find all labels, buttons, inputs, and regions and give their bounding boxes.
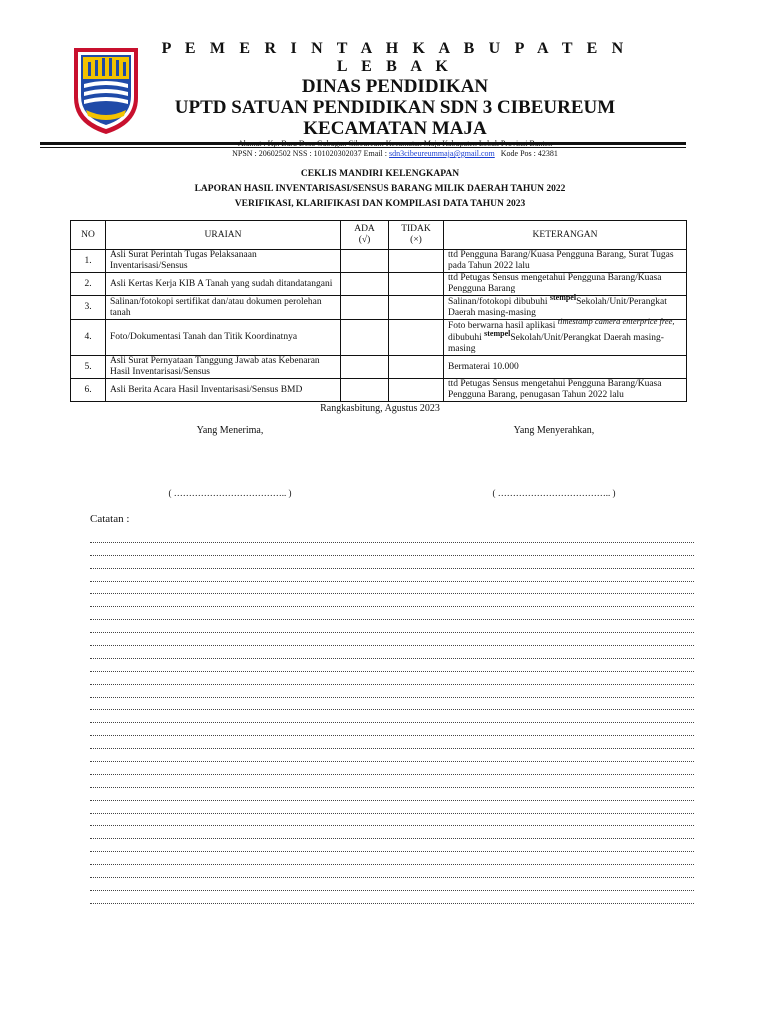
row-keterangan: ttd Petugas Sensus mengetahui Pengguna Barang/Kuasa Pengguna Barang [444, 273, 687, 296]
tidak-cell[interactable] [389, 273, 444, 296]
row-no: 4. [71, 320, 106, 356]
row-no: 6. [71, 379, 106, 402]
note-line[interactable] [90, 736, 694, 749]
note-line[interactable] [90, 646, 694, 659]
sender-label: Yang Menyerahkan, [513, 425, 595, 436]
note-line[interactable] [90, 530, 694, 543]
note-line[interactable] [90, 839, 694, 852]
note-line[interactable] [90, 633, 694, 646]
row-keterangan: Bermaterai 10.000 [444, 356, 687, 379]
table-row [71, 379, 687, 402]
note-line[interactable] [90, 543, 694, 556]
tidak-cell[interactable] [389, 296, 444, 320]
row-keterangan: Foto berwarna hasil aplikasi timestamp camera enterprice free, dibubuhi $^{stempel}$Sekolah/Unit/Perangkat Daerah masing-masing [444, 320, 687, 356]
note-line[interactable] [90, 878, 694, 891]
table-row [71, 356, 687, 379]
note-line[interactable] [90, 659, 694, 672]
tidak-cell[interactable] [389, 356, 444, 379]
note-line[interactable] [90, 685, 694, 698]
row-uraian: Foto/Dokumentasi Tanah dan Titik Koordinatnya [106, 320, 341, 356]
note-line[interactable] [90, 620, 694, 633]
row-no: 1. [71, 250, 106, 273]
tidak-cell[interactable] [389, 379, 444, 402]
note-line[interactable] [90, 801, 694, 814]
note-line[interactable] [90, 672, 694, 685]
government-name: P E M E R I N T A H K A B U P A T E N L E B A K [161, 40, 629, 75]
table-header-row [71, 221, 687, 250]
row-uraian: Asli Surat Perintah Tugas Pelaksanaan Inventarisasi/Sensus [106, 250, 341, 273]
place-date: Rangkasbitung, Agustus 2023 [320, 403, 440, 414]
row-uraian: Asli Berita Acara Hasil Inventarisasi/Sensus BMD [106, 379, 341, 402]
ada-cell[interactable] [341, 320, 389, 356]
table-row [71, 250, 687, 273]
postal-code: Kode Pos : 42381 [500, 149, 558, 158]
contact-line [150, 149, 640, 159]
ada-cell[interactable] [341, 273, 389, 296]
note-line[interactable] [90, 698, 694, 711]
header-tidak: TIDAK (×) [389, 221, 444, 250]
district-name: KECAMATAN MAJA [303, 118, 487, 139]
header-rule-thick [40, 142, 686, 145]
note-line[interactable] [90, 865, 694, 878]
receiver-name-blank[interactable]: ( ……………………………….. ) [168, 488, 292, 498]
notes-lines[interactable] [90, 530, 694, 904]
row-no: 5. [71, 356, 106, 379]
note-line[interactable] [90, 749, 694, 762]
note-line[interactable] [90, 582, 694, 595]
note-line[interactable] [90, 594, 694, 607]
note-line[interactable] [90, 775, 694, 788]
note-line[interactable] [90, 762, 694, 775]
sender-name-blank[interactable]: ( ……………………………….. ) [492, 488, 616, 498]
header-no: NO [71, 221, 106, 250]
note-line[interactable] [90, 607, 694, 620]
tidak-cell[interactable] [389, 320, 444, 356]
row-keterangan: Salinan/fotokopi dibubuhi $^{stempel}$Sekolah/Unit/Perangkat Daerah masing-masing [444, 296, 687, 320]
checklist-table [70, 220, 687, 402]
note-line[interactable] [90, 569, 694, 582]
school-name: UPTD SATUAN PENDIDIKAN SDN 3 CIBEUREUM [174, 97, 616, 118]
header-rule-thin [40, 147, 686, 148]
ada-cell[interactable] [341, 379, 389, 402]
row-uraian: Salinan/fotokopi sertifikat dan/atau dokumen perolehan tanah [106, 296, 341, 320]
document-titles [70, 167, 690, 212]
row-no: 3. [71, 296, 106, 320]
note-line[interactable] [90, 891, 694, 904]
tidak-cell[interactable] [389, 250, 444, 273]
header-uraian: URAIAN [106, 221, 341, 250]
title-1: CEKLIS MANDIRI KELENGKAPAN [300, 169, 460, 179]
header-keterangan: KETERANGAN [444, 221, 687, 250]
notes-label: Catatan : [90, 513, 130, 525]
note-line[interactable] [90, 852, 694, 865]
row-uraian: Asli Surat Pernyataan Tanggung Jawab atas Kebenaran Hasil Inventarisasi/Sensus [106, 356, 341, 379]
ada-cell[interactable] [341, 356, 389, 379]
note-line[interactable] [90, 723, 694, 736]
note-line[interactable] [90, 710, 694, 723]
table-row [71, 273, 687, 296]
note-line[interactable] [90, 556, 694, 569]
title-3: VERIFIKASI, KLARIFIKASI DAN KOMPILASI DATA TAHUN 2023 [234, 199, 526, 209]
header-ada: ADA (√) [341, 221, 389, 250]
note-line[interactable] [90, 814, 694, 827]
note-line[interactable] [90, 788, 694, 801]
ada-cell[interactable] [341, 250, 389, 273]
row-keterangan: ttd Pengguna Barang/Kuasa Pengguna Barang, Surat Tugas pada Tahun 2022 lalu [444, 250, 687, 273]
row-no: 2. [71, 273, 106, 296]
receiver-label: Yang Menerima, [196, 425, 264, 436]
row-keterangan: ttd Petugas Sensus mengetahui Pengguna Barang/Kuasa Pengguna Barang, penugasan Tahun 2022 lalu [444, 379, 687, 402]
note-line[interactable] [90, 826, 694, 839]
npsn-nss: NPSN : 20602502 NSS : 101020302037 Email : [232, 149, 387, 158]
title-2: LAPORAN HASIL INVENTARISASI/SENSUS BARANG MILIK DAERAH TAHUN 2022 [194, 184, 566, 194]
row-uraian: Asli Kertas Kerja KIB A Tanah yang sudah ditandatangani [106, 273, 341, 296]
table-row [71, 320, 687, 356]
kabupaten-lebak-logo-icon [70, 44, 142, 136]
agency-name: DINAS PENDIDIKAN [301, 76, 489, 97]
ada-cell[interactable] [341, 296, 389, 320]
email-link[interactable]: sdn3cibeureummaja@gmail.com [389, 149, 495, 158]
